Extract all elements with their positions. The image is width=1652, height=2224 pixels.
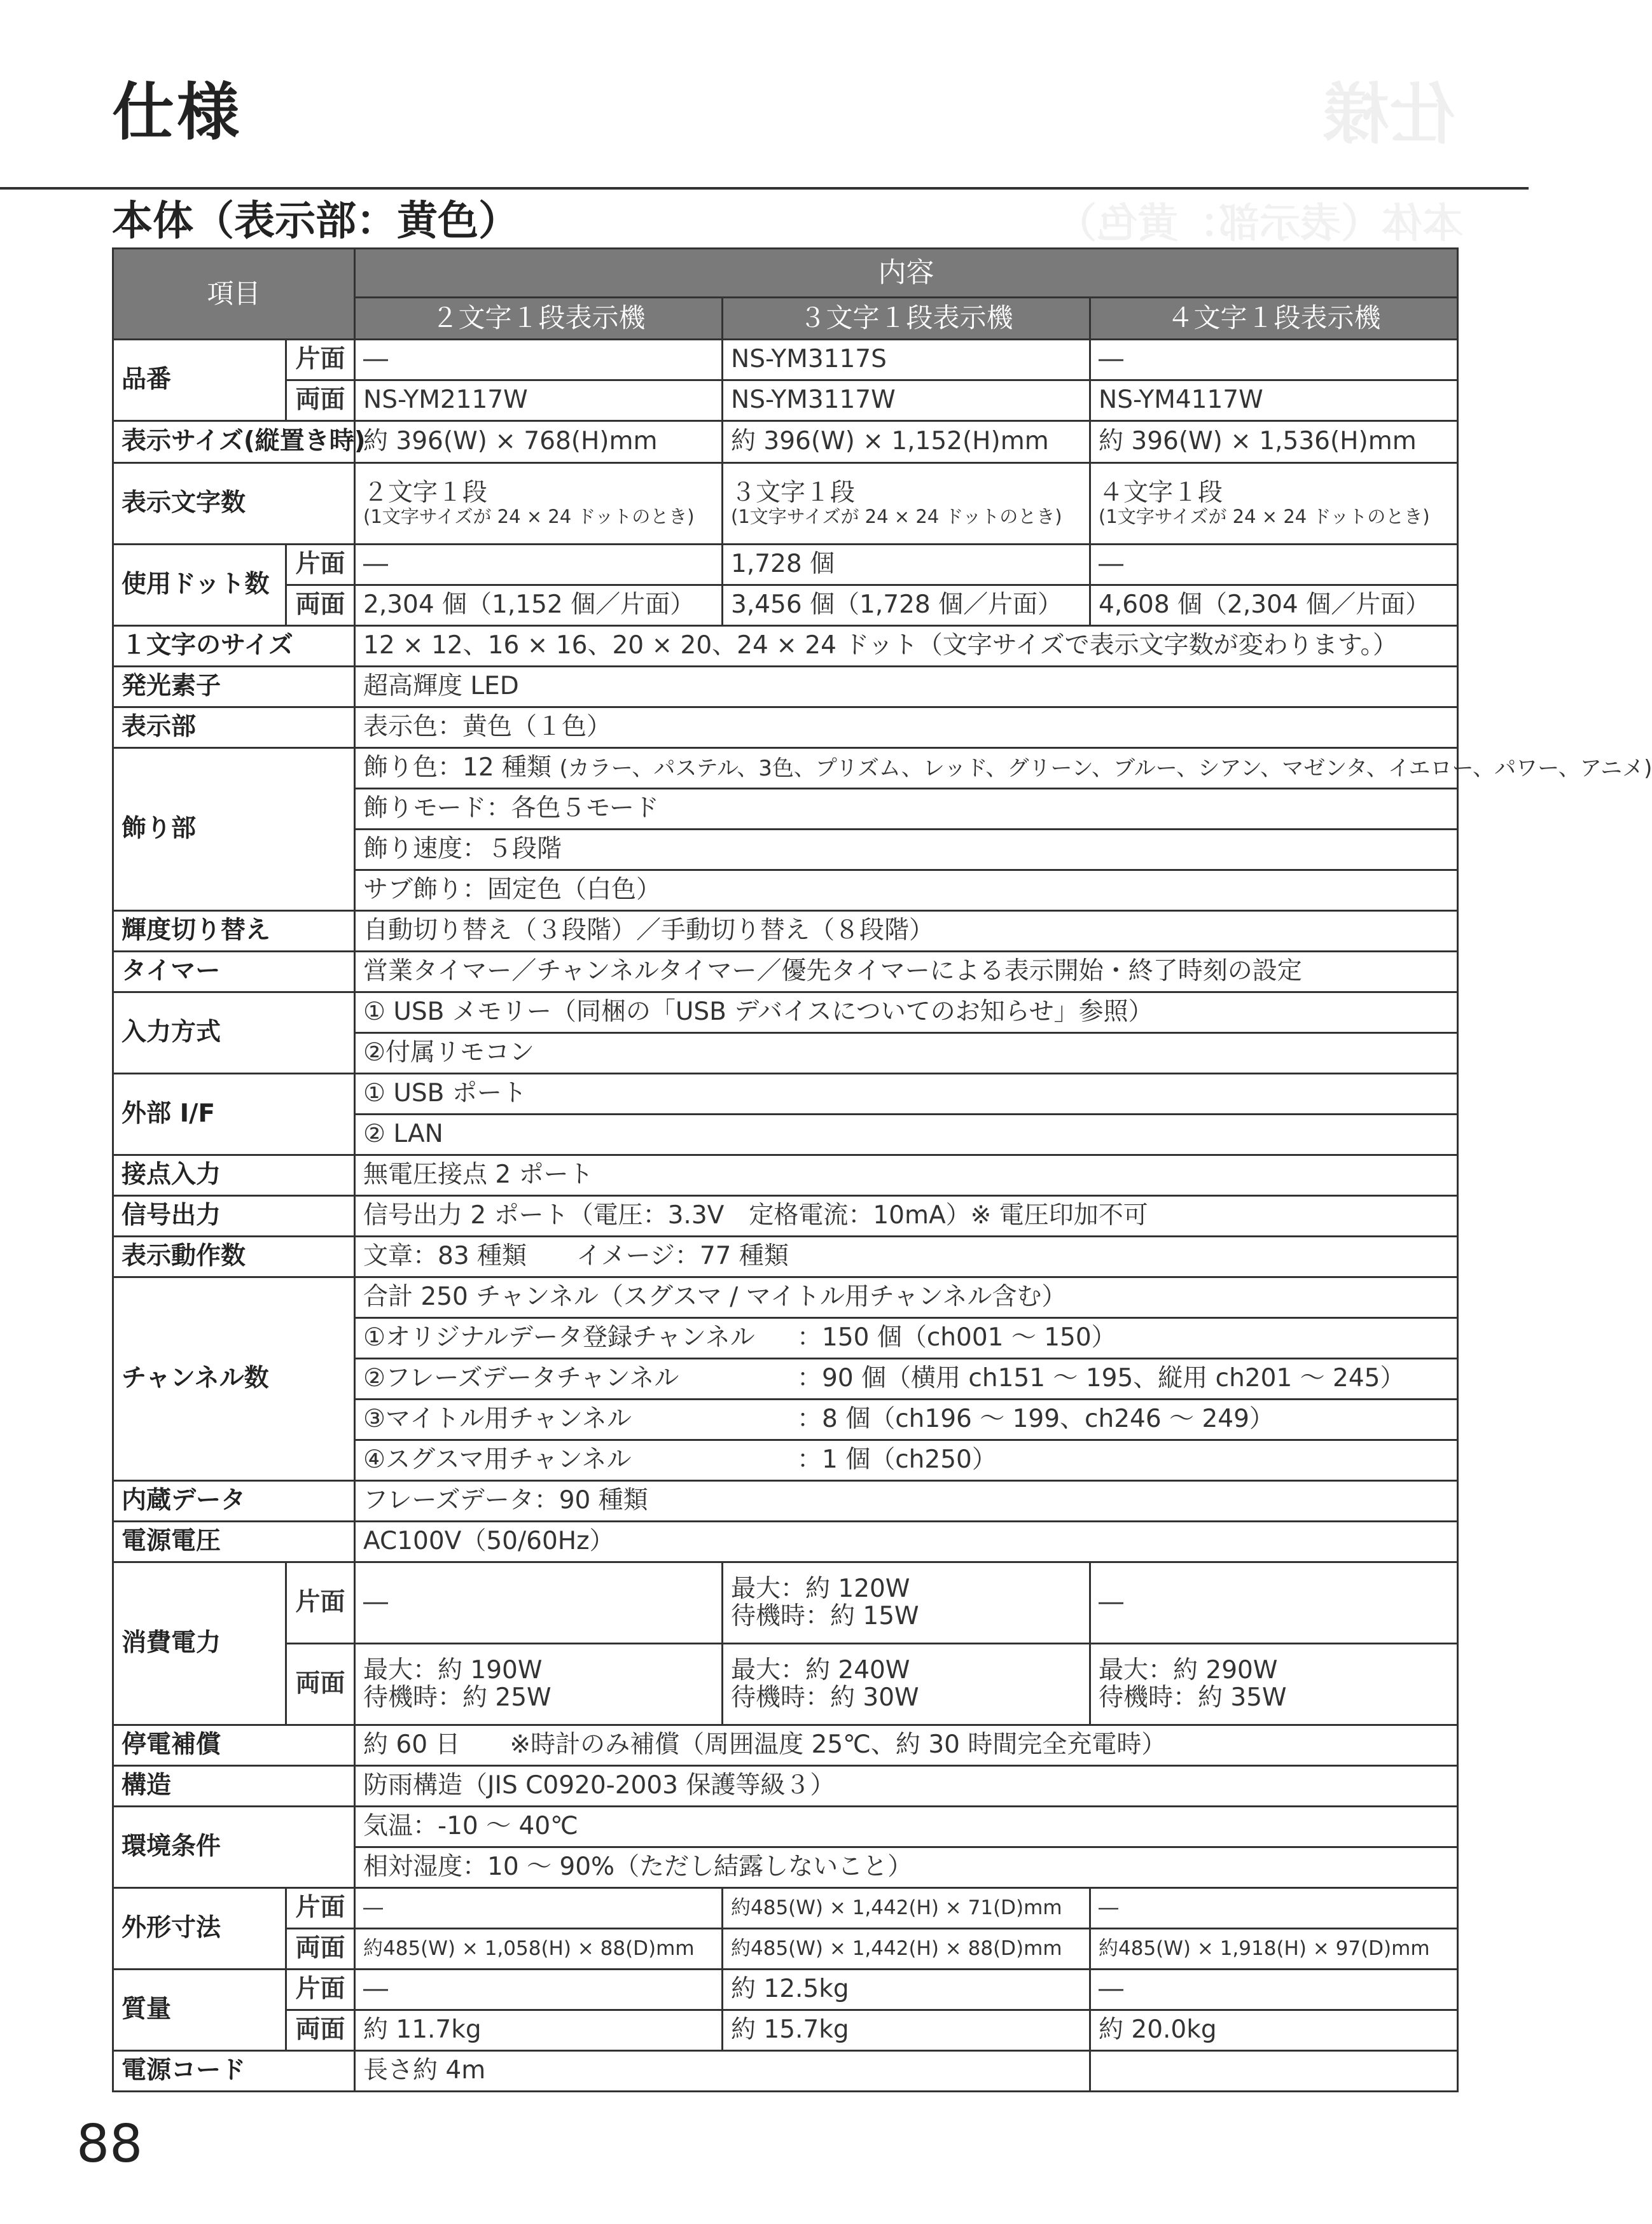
power-voltage-value: AC100V（50/60Hz）: [355, 1522, 1458, 1562]
dimensions-double-4: 約485(W) × 1,918(H) × 97(D)mm: [1090, 1929, 1458, 1970]
mass-single-2: ―: [355, 1970, 723, 2010]
row-label-input-method: 入力方式: [113, 992, 355, 1074]
table-row: [113, 421, 1458, 463]
external-if-usb: ① USB ポート: [355, 1074, 1458, 1115]
structure-value: 防雨構造（JIS C0920-2003 保護等級３）: [355, 1766, 1458, 1807]
dimensions-double-3: 約485(W) × 1,442(H) × 88(D)mm: [723, 1929, 1090, 1970]
power-double-4: [1090, 1644, 1458, 1725]
char-count-note: (1文字サイズが 24 × 24 ドットのとき): [363, 506, 695, 527]
row-label-decoration: 飾り部: [113, 748, 355, 911]
external-if-lan: ② LAN: [355, 1115, 1458, 1155]
table-row: [113, 463, 1458, 545]
row-label-char-count: 表示文字数: [113, 463, 355, 545]
dimensions-single-3: 約485(W) × 1,442(H) × 71(D)mm: [723, 1888, 1090, 1929]
table-row: [113, 1766, 1458, 1807]
backup-value: 約 60 日 ※時計のみ補償（周囲温度 25℃、約 30 時間完全充電時）: [355, 1725, 1458, 1766]
power-single-4: [1090, 1562, 1458, 1644]
brightness-value: 自動切り替え（３段階）／手動切り替え（８段階）: [355, 911, 1458, 952]
display-size-2: 約 396(W) × 768(H)mm: [355, 421, 723, 463]
header-content: 内容: [355, 249, 1458, 298]
display-size-4: 約 396(W) × 1,536(H)mm: [1090, 421, 1458, 463]
power-max: 最大：約 290W: [1099, 1655, 1278, 1685]
row-label-builtin-data: 内蔵データ: [113, 1481, 355, 1522]
decoration-mode: 飾りモード：各色５モード: [355, 789, 1458, 830]
display-size-3: 約 396(W) × 1,152(H)mm: [723, 421, 1090, 463]
section-title: 本体（表示部：黄色）: [112, 198, 519, 245]
signal-output-value: 信号出力 2 ポート（電圧：3.3V 定格電流：10mA）※ 電圧印加不可: [355, 1196, 1458, 1237]
dots-single-4: ―: [1090, 545, 1458, 585]
row-label-model: 品番: [113, 340, 286, 421]
dots-single-3: 1,728 個: [723, 545, 1090, 585]
table-row: [113, 748, 1458, 789]
channel-value: ：150 個（ch001 ～ 150）: [797, 1323, 1116, 1352]
channel-name: ②フレーズデータチャンネル: [363, 1364, 679, 1393]
row-label-timer: タイマー: [113, 952, 355, 992]
channel-value: ：8 個（ch196 ～ 199、ch246 ～ 249）: [797, 1405, 1274, 1434]
row-label-channels: チャンネル数: [113, 1277, 355, 1481]
dots-double-4: 4,608 個（2,304 個／片面）: [1090, 585, 1458, 626]
power-max: ―: [1099, 1588, 1124, 1617]
display-actions-value: 文章：83 種類 イメージ：77 種類: [355, 1237, 1458, 1277]
bleed-through-title: 仕様: [1323, 76, 1456, 153]
channel-name: ④スグスマ用チャンネル: [363, 1445, 632, 1475]
char-size-value: 12 × 12、16 × 16、20 × 20、24 × 24 ドット（文字サイズで表示文字数が変わります。）: [355, 626, 1458, 667]
model-single-3: NS-YM3117S: [723, 340, 1090, 380]
power-max: ―: [363, 1588, 389, 1617]
table-row: [113, 1807, 1458, 1847]
char-count-2: [355, 463, 723, 545]
row-label-dimensions: 外形寸法: [113, 1888, 286, 1970]
table-row: [113, 1481, 1458, 1522]
channel-name: ①オリジナルデータ登録チャンネル: [363, 1323, 755, 1352]
table-row: [113, 2010, 1458, 2051]
table-row: [113, 545, 1458, 585]
power-standby: 待機時：約 25W: [363, 1683, 552, 1712]
table-row: [113, 340, 1458, 380]
bleed-through-section: 本体（表示部：黄色）: [1056, 200, 1463, 247]
table-row: [113, 2051, 1458, 2092]
power-standby: 待機時：約 15W: [731, 1601, 919, 1630]
char-count-note: (1文字サイズが 24 × 24 ドットのとき): [731, 506, 1062, 527]
input-method-usb: ① USB メモリー（同梱の「USB デバイスについてのお知らせ」参照）: [355, 992, 1458, 1033]
row-label-contact-input: 接点入力: [113, 1155, 355, 1196]
row-label-mass: 質量: [113, 1970, 286, 2051]
dots-double-3: 3,456 個（1,728 個／片面）: [723, 585, 1090, 626]
mass-double-2: 約 11.7kg: [355, 2010, 723, 2051]
power-double-2: [355, 1644, 723, 1725]
row-label-dots: 使用ドット数: [113, 545, 286, 626]
mass-double-3: 約 15.7kg: [723, 2010, 1090, 2051]
row-label-external-if: 外部 I/F: [113, 1074, 355, 1155]
channel-name: ③マイトル用チャンネル: [363, 1405, 632, 1434]
sub-label-single: 片面: [286, 1888, 355, 1929]
row-label-structure: 構造: [113, 1766, 355, 1807]
channels-total: 合計 250 チャンネル（スグスマ / マイトル用チャンネル含む）: [355, 1277, 1458, 1318]
builtin-data-value: フレーズデータ：90 種類: [355, 1481, 1458, 1522]
header-col-2char: ２文字１段表示機: [355, 298, 723, 340]
table-row: [113, 911, 1458, 952]
dimensions-double-2: 約485(W) × 1,058(H) × 88(D)mm: [355, 1929, 723, 1970]
table-row: [113, 1237, 1458, 1277]
power-standby: 待機時：約 30W: [731, 1683, 919, 1712]
mass-double-4: 約 20.0kg: [1090, 2010, 1458, 2051]
dimensions-single-2: ―: [355, 1888, 723, 1929]
sub-label-single: 片面: [286, 340, 355, 380]
header-col-3char: ３文字１段表示機: [723, 298, 1090, 340]
power-max: 最大：約 190W: [363, 1655, 543, 1685]
channel-row: [355, 1318, 1458, 1359]
row-label-brightness: 輝度切り替え: [113, 911, 355, 952]
channel-value: ：1 個（ch250）: [797, 1445, 997, 1475]
title-divider: [0, 187, 1529, 190]
bleed-through: [1018, 0, 1529, 267]
model-double-3: NS-YM3117W: [723, 380, 1090, 421]
row-label-display: 表示部: [113, 707, 355, 748]
table-row: [113, 952, 1458, 992]
row-label-power-voltage: 電源電圧: [113, 1522, 355, 1562]
channel-row: [355, 1400, 1458, 1440]
table-row: [113, 1155, 1458, 1196]
power-single-2: [355, 1562, 723, 1644]
char-count-main: ３文字１段: [731, 478, 856, 508]
char-count-3: [723, 463, 1090, 545]
dots-single-2: ―: [355, 545, 723, 585]
char-count-note: (1文字サイズが 24 × 24 ドットのとき): [1099, 506, 1430, 527]
table-row: [113, 992, 1458, 1033]
sub-label-single: 片面: [286, 545, 355, 585]
row-label-power-cord: 電源コード: [113, 2051, 355, 2092]
decoration-color-main: 飾り色：12 種類: [363, 753, 552, 782]
model-double-4: NS-YM4117W: [1090, 380, 1458, 421]
decoration-speed: 飾り速度：５段階: [355, 830, 1458, 870]
table-row: [113, 1562, 1458, 1644]
channel-value: ：90 個（横用 ch151 ～ 195、縦用 ch201 ～ 245）: [797, 1364, 1405, 1393]
char-count-main: ４文字１段: [1099, 478, 1223, 508]
sub-label-double: 両面: [286, 2010, 355, 2051]
table-row: [113, 1888, 1458, 1929]
power-cord-value: 長さ約 4m: [355, 2051, 1090, 2092]
model-single-4: ―: [1090, 340, 1458, 380]
timer-value: 営業タイマー／チャンネルタイマー／優先タイマーによる表示開始・終了時刻の設定: [355, 952, 1458, 992]
environment-temp: 気温：-10 ～ 40℃: [355, 1807, 1458, 1847]
sub-label-single: 片面: [286, 1970, 355, 2010]
table-row: [113, 1074, 1458, 1115]
char-count-main: ２文字１段: [363, 478, 488, 508]
power-double-3: [723, 1644, 1090, 1725]
table-row: [113, 380, 1458, 421]
table-row: [113, 1725, 1458, 1766]
row-label-environment: 環境条件: [113, 1807, 355, 1888]
table-row: [113, 707, 1458, 748]
environment-humidity: 相対湿度：10 ～ 90%（ただし結露しないこと）: [355, 1847, 1458, 1888]
table-header-row: [113, 249, 1458, 298]
power-cord-empty: [1090, 2051, 1458, 2092]
power-single-3: [723, 1562, 1090, 1644]
row-label-display-actions: 表示動作数: [113, 1237, 355, 1277]
row-label-signal-output: 信号出力: [113, 1196, 355, 1237]
table-row: [113, 1644, 1458, 1725]
decoration-sub: サブ飾り：固定色（白色）: [355, 870, 1458, 911]
header-col-4char: ４文字１段表示機: [1090, 298, 1458, 340]
sub-label-double: 両面: [286, 1929, 355, 1970]
row-label-char-size: １文字のサイズ: [113, 626, 355, 667]
display-value: 表示色：黄色（１色）: [355, 707, 1458, 748]
table-row: [113, 1929, 1458, 1970]
power-max: 最大：約 120W: [731, 1574, 910, 1603]
table-row: [113, 667, 1458, 707]
input-method-remote: ②付属リモコン: [355, 1033, 1458, 1074]
sub-label-double: 両面: [286, 585, 355, 626]
char-count-4: [1090, 463, 1458, 545]
row-label-backup: 停電補償: [113, 1725, 355, 1766]
dimensions-single-4: ―: [1090, 1888, 1458, 1929]
table-row: [113, 585, 1458, 626]
page-number: 88: [76, 2114, 143, 2174]
channel-row: [355, 1359, 1458, 1400]
mass-single-4: ―: [1090, 1970, 1458, 2010]
table-row: [113, 1277, 1458, 1318]
power-standby: 待機時：約 35W: [1099, 1683, 1287, 1712]
spec-table: [112, 247, 1652, 2092]
row-label-led: 発光素子: [113, 667, 355, 707]
sub-label-single: 片面: [286, 1562, 355, 1644]
table-row: [113, 1196, 1458, 1237]
model-single-2: ―: [355, 340, 723, 380]
row-label-power-consumption: 消費電力: [113, 1562, 286, 1725]
power-max: 最大：約 240W: [731, 1655, 910, 1685]
page-title: 仕様: [112, 76, 242, 149]
led-value: 超高輝度 LED: [355, 667, 1458, 707]
table-row: [113, 1970, 1458, 2010]
table-row: [113, 626, 1458, 667]
contact-input-value: 無電圧接点 2 ポート: [355, 1155, 1458, 1196]
decoration-color: [355, 748, 1652, 789]
mass-single-3: 約 12.5kg: [723, 1970, 1090, 2010]
channel-row: [355, 1440, 1458, 1481]
dots-double-2: 2,304 個（1,152 個／片面）: [355, 585, 723, 626]
model-double-2: NS-YM2117W: [355, 380, 723, 421]
sub-label-double: 両面: [286, 1644, 355, 1725]
decoration-color-note: (カラー、パステル、3色、プリズム、レッド、グリーン、ブルー、シアン、マゼンタ、イエロー、パワー、アニメ): [559, 756, 1652, 782]
table-row: [113, 1522, 1458, 1562]
sub-label-double: 両面: [286, 380, 355, 421]
row-label-display-size: 表示サイズ(縦置き時): [113, 421, 355, 463]
header-item: 項目: [113, 249, 355, 340]
